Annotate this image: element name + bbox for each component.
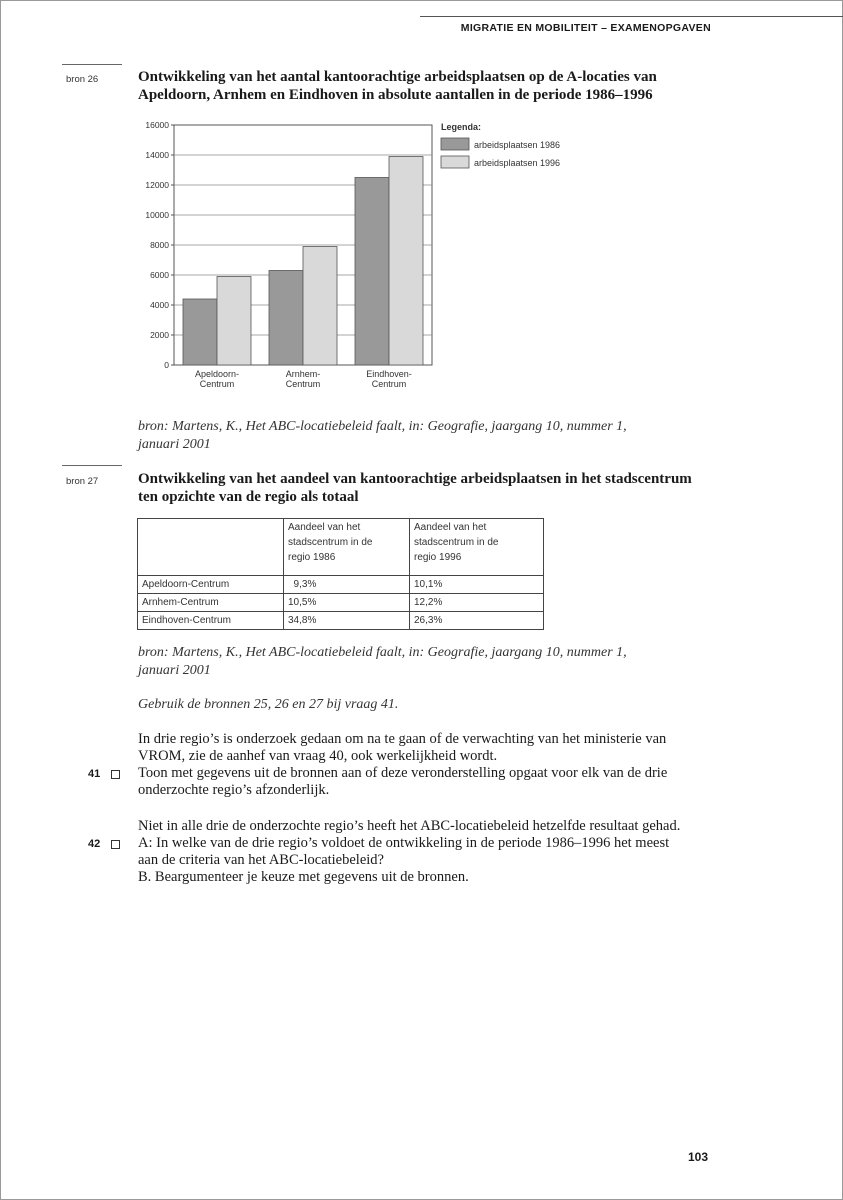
bron-27-title-line1: Ontwikkeling van het aandeel van kantoorachtige arbeidsplaatsen in het stadscentrum xyxy=(138,471,692,487)
table-header-row xyxy=(138,519,544,576)
bar xyxy=(269,271,303,366)
bron-27-source xyxy=(138,644,708,680)
question-41-line2: onderzochte regio’s afzonderlijk. xyxy=(138,782,330,798)
question-41-number: 41 xyxy=(88,768,101,780)
x-tick-label: Eindhoven- xyxy=(366,369,412,379)
bron-27-title-line2: ten opzichte van de regio als totaal xyxy=(138,489,359,505)
bar xyxy=(183,299,217,365)
bar xyxy=(217,277,251,366)
intro-41 xyxy=(138,731,738,765)
bron-26-source-line2: januari 2001 xyxy=(138,437,211,452)
header-1996-line: regio 1996 xyxy=(414,552,462,563)
intro-41-line2: VROM, zie de aanhef van vraag 40, ook werkelijkheid wordt. xyxy=(138,748,498,764)
x-tick-label: Centrum xyxy=(199,379,235,389)
page-number: 103 xyxy=(688,1150,709,1164)
x-tick-label: Arnhem- xyxy=(285,369,321,379)
row-value-1996: 12,2% xyxy=(410,594,544,612)
bron-26-source-line1: bron: Martens, K., Het ABC-locatiebeleid faalt, in: Geografie, jaargang 10, nummer 1, xyxy=(138,419,627,434)
bar-chart xyxy=(130,118,600,408)
legend-label: arbeidsplaatsen 1986 xyxy=(474,140,561,150)
table-row xyxy=(138,612,544,630)
row-value-1986: 10,5% xyxy=(284,594,410,612)
question-42-line3: B. Beargumenteer je keuze met gegevens uit de bronnen. xyxy=(138,869,469,885)
legend-title: Legenda: xyxy=(441,122,482,132)
row-value-1996: 10,1% xyxy=(410,576,544,594)
bar xyxy=(355,178,389,366)
question-42-text xyxy=(138,835,738,886)
x-tick-label: Centrum xyxy=(371,379,407,389)
question-42-line1: A: In welke van de drie regio’s voldoet de ontwikkeling in de periode 1986–1996 het meest xyxy=(138,835,670,851)
bron-27-source-line1: bron: Martens, K., Het ABC-locatiebeleid faalt, in: Geografie, jaargang 10, nummer 1, xyxy=(138,645,627,660)
row-value-1986: 34,8% xyxy=(284,612,410,630)
row-name: Arnhem-Centrum xyxy=(138,594,284,612)
y-tick-label: 4000 xyxy=(150,300,169,310)
table-row xyxy=(138,594,544,612)
question-42-checkbox[interactable] xyxy=(111,840,120,849)
x-tick-label: Apeldoorn- xyxy=(194,369,240,379)
header-1986-line: stadscentrum in de xyxy=(288,537,373,548)
row-name: Eindhoven-Centrum xyxy=(138,612,284,630)
y-tick-label: 10000 xyxy=(145,210,169,220)
legend-label: arbeidsplaatsen 1996 xyxy=(474,158,561,168)
bron-26-title-line1: Ontwikkeling van het aantal kantoorachtige arbeidsplaatsen op de A-locaties van xyxy=(138,69,657,85)
header-1996-line: stadscentrum in de xyxy=(414,537,499,548)
table-header-1996 xyxy=(410,519,544,576)
question-41-line1: Toon met gegevens uit de bronnen aan of deze veronderstelling opgaat voor elk van de drie xyxy=(138,765,668,781)
bron-26-title-line2: Apeldoorn, Arnhem en Eindhoven in absolute aantallen in de periode 1986–1996 xyxy=(138,87,653,103)
bron-27-rule xyxy=(62,465,122,466)
y-tick-label: 2000 xyxy=(150,330,169,340)
bron-26-title xyxy=(138,68,738,104)
bron-27-title xyxy=(138,470,738,506)
share-table xyxy=(137,518,544,630)
legend-swatch xyxy=(441,138,469,150)
table-header-1986 xyxy=(284,519,410,576)
y-tick-label: 12000 xyxy=(145,180,169,190)
header-1996-line: Aandeel van het xyxy=(414,522,487,533)
bron-27-label: bron 27 xyxy=(66,476,99,487)
question-41-checkbox[interactable] xyxy=(111,770,120,779)
bron-27-source-line2: januari 2001 xyxy=(138,663,211,678)
table-row xyxy=(138,576,544,594)
question-41-text xyxy=(138,765,738,799)
row-name: Apeldoorn-Centrum xyxy=(138,576,284,594)
question-42-number: 42 xyxy=(88,838,101,850)
intro-41-line1: In drie regio’s is onderzoek gedaan om na te gaan of de verwachting van het ministerie van xyxy=(138,731,667,747)
bron-26-rule xyxy=(62,64,122,65)
y-tick-label: 14000 xyxy=(145,150,169,160)
bar xyxy=(303,247,337,366)
y-tick-label: 16000 xyxy=(145,120,169,130)
header-1986-line: Aandeel van het xyxy=(288,522,361,533)
row-value-1996: 26,3% xyxy=(410,612,544,630)
running-header: MIGRATIE EN MOBILITEIT – EXAMENOPGAVEN xyxy=(460,22,711,34)
row-value-1986: 9,3% xyxy=(284,576,410,594)
table-header-empty xyxy=(138,519,284,576)
legend-swatch xyxy=(441,156,469,168)
y-tick-label: 6000 xyxy=(150,270,169,280)
bron-26-label: bron 26 xyxy=(66,74,99,85)
instruction-text: Gebruik de bronnen 25, 26 en 27 bij vraag 41. xyxy=(138,697,399,712)
bar xyxy=(389,157,423,366)
question-42-line2: aan de criteria van het ABC-locatiebeleid? xyxy=(138,852,384,868)
bar-chart-svg xyxy=(130,118,600,408)
y-tick-label: 0 xyxy=(164,360,169,370)
bron-26-source xyxy=(138,418,708,454)
x-tick-label: Centrum xyxy=(285,379,321,389)
header-1986-line: regio 1986 xyxy=(288,552,336,563)
intro-42: Niet in alle drie de onderzochte regio’s heeft het ABC-locatiebeleid hetzelfde resultaat gehad. xyxy=(138,818,681,834)
y-tick-label: 8000 xyxy=(150,240,169,250)
